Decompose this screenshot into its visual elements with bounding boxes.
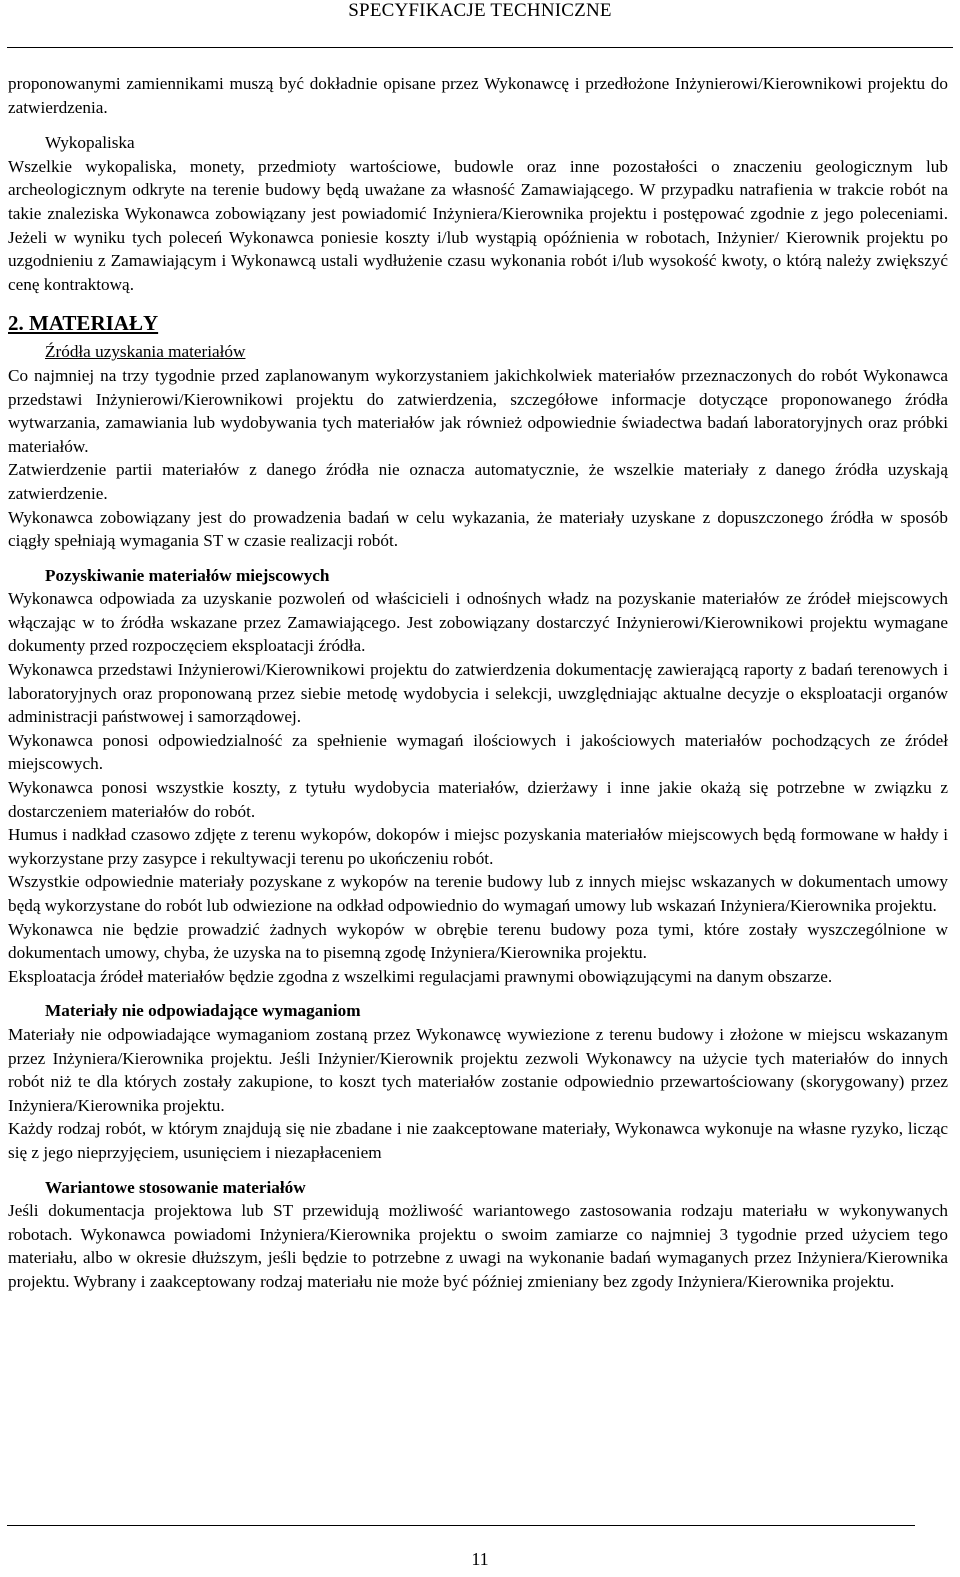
section-title-materialy: 2. MATERIAŁY bbox=[8, 311, 159, 336]
paragraph-intro: proponowanymi zamiennikami muszą być dokładnie opisane przez Wykonawcę i przedłożone Inżynierowi/Kierownikowi projektu do zatwierdzenia. bbox=[8, 74, 948, 117]
paragraph-pozyskiwanie-2: Wykonawca przedstawi Inżynierowi/Kierownikowi projektu do zatwierdzenia dokumentację zawierającą raporty z badań terenowych i laboratoryjnych oraz proponowaną przez siebie metodę wydobycia i selekcji, uwzględniając aktualne decyzje o eksploatacji organów administracji państwowej i samorządowej. bbox=[8, 660, 948, 727]
document-body bbox=[8, 72, 948, 1294]
paragraph-wariantowe-1: Jeśli dokumentacja projektowa lub ST przewidują możliwość wariantowego zastosowania rodzaju materiału w wykonywanych robotach. Wykonawca powiadomi Inżyniera/Kierownika projektu o swoim zamiarze co najmniej 3 tygodnie przed użyciem tego materiału, albo w okresie dłuższym, jeśli będzie to potrzebne z uwagi na wykonanie badań wymaganych przez Inżyniera/Kierownika projektu. Wybrany i zaakceptowany rodzaj materiału nie może być później zmieniany bez zgody Inżyniera/Kierownika projektu. bbox=[8, 1201, 948, 1291]
paragraph-zrodla-1: Co najmniej na trzy tygodnie przed zaplanowanym wykorzystaniem jakichkolwiek materiałów przeznaczonych do robót Wykonawca przedstawi Inżynierowi/Kierownikowi projektu do zatwierdzenia, szczegółowe informacje dotyczące proponowanego źródła wytwarzania, zamawiania lub wydobywania tych materiałów jak również odpowiednie świadectwa badań laboratoryjnych oraz próbki materiałów. bbox=[8, 365, 948, 456]
page-number: 11 bbox=[471, 1549, 489, 1569]
subheading-pozyskiwanie: Pozyskiwanie materiałów miejscowych bbox=[45, 565, 330, 585]
paragraph-pozyskiwanie-8: Eksploatacja źródeł materiałów będzie zgodna z wszelkimi regulacjami prawnymi obowiązującymi na danym obszarze. bbox=[8, 966, 833, 986]
paragraph-wykopaliska: Wszelkie wykopaliska, monety, przedmioty wartościowe, budowle oraz inne pozostałości o znaczeniu geologicznym lub archeologicznym odkryte na terenie budowy będą uważane za własność Zamawiającego. W przypadku natrafienia w trakcie robót na takie znaleziska Wykonawca zobowiązany jest powiadomić Inżyniera/Kierownika projektu i postępować zgodnie z jego poleceniami. Jeżeli w wyniku tych poleceń Wykonawca poniesie koszty i/lub wystąpią opóźnienia w robotach, Inżynier/ Kierownik projektu po uzgodnieniu z Zamawiającym i Wykonawcą ustali wydłużenie czasu wykonania robót i/lub wysokość kwoty, o którą należy zwiększyć cenę kontraktową. bbox=[8, 156, 948, 294]
paragraph-pozyskiwanie-1: Wykonawca odpowiada za uzyskanie pozwoleń od właścicieli i odnośnych władz na pozyskanie materiałów ze źródeł miejscowych włączając w to źródła wskazane przez Zamawiającego. Jest zobowiązany dostarczyć Inżynierowi/Kierownikowi projektu wymagane dokumenty przed rozpoczęciem eksploatacji źródła. bbox=[8, 589, 948, 656]
footer-rule bbox=[7, 1525, 915, 1526]
subheading-nieodpowiadajace: Materiały nie odpowiadające wymaganiom bbox=[45, 1001, 361, 1021]
subheading-zrodla-text: Źródła uzyskania materiałów bbox=[45, 342, 246, 362]
running-header: SPECYFIKACJE TECHNICZNE bbox=[348, 0, 612, 21]
paragraph-pozyskiwanie-6: Wszystkie odpowiednie materiały pozyskane z wykopów na terenie budowy lub z innych miejsc wskazanych w dokumentach umowy będą wykorzystane do robót lub odwiezione na odkład odpowiednio do wymagań umowy lub wskazań Inżyniera/Kierownika projektu. bbox=[8, 872, 948, 915]
header-rule bbox=[7, 47, 953, 48]
subheading-wariantowe: Wariantowe stosowanie materiałów bbox=[45, 1177, 306, 1197]
paragraph-nieodpowiadajace-2: Każdy rodzaj robót, w którym znajdują się nie zbadane i nie zaakceptowane materiały, Wykonawca wykonuje na własne ryzyko, licząc się z jego nieprzyjęciem, usunięciem i niezapłaceniem bbox=[8, 1119, 948, 1162]
paragraph-pozyskiwanie-5: Humus i nadkład czasowo zdjęte z terenu wykopów, dokopów i miejsc pozyskania materiałów miejscowych będą formowane w hałdy i wykorzystane przy zasypce i rekultywacji terenu po ukończeniu robót. bbox=[8, 825, 948, 868]
paragraph-nieodpowiadajace-1: Materiały nie odpowiadające wymaganiom zostaną przez Wykonawcę wywiezione z terenu budowy i złożone w miejscu wskazanym przez Inżyniera/Kierownika projektu. Jeśli Inżynier/Kierownik projektu zezwoli Wykonawcy na użycie tych materiałów do innych robót niż te dla których zostały zakupione, to koszt tych materiałów zostanie odpowiednio przewartościowany (skorygowany) przez Inżyniera/Kierownika projektu. bbox=[8, 1024, 948, 1115]
paragraph-zrodla-3: Wykonawca zobowiązany jest do prowadzenia badań w celu wykazania, że materiały uzyskane z dopuszczonego źródła w sposób ciągły spełniają wymagania ST w czasie realizacji robót. bbox=[8, 507, 948, 551]
subheading-zrodla bbox=[8, 340, 948, 364]
paragraph-pozyskiwanie-7: Wykonawca nie będzie prowadzić żadnych wykopów w obrębie terenu budowy poza tymi, które zostały wyszczególnione w dokumentach umowy, chyba, że uzyska na to pisemną zgodę Inżyniera/Kierownika projektu. bbox=[8, 919, 948, 963]
subheading-wykopaliska: Wykopaliska bbox=[45, 133, 135, 153]
paragraph-pozyskiwanie-3: Wykonawca ponosi odpowiedzialność za spełnienie wymagań ilościowych i jakościowych materiałów pochodzących ze źródeł miejscowych. bbox=[8, 730, 948, 774]
paragraph-zrodla-2: Zatwierdzenie partii materiałów z danego źródła nie oznacza automatycznie, że wszelkie materiały z danego źródła uzyskają zatwierdzenie. bbox=[8, 460, 948, 503]
paragraph-pozyskiwanie-4: Wykonawca ponosi wszystkie koszty, z tytułu wydobycia materiałów, dzierżawy i inne jakie okażą się potrzebne w związku z dostarczeniem materiałów do robót. bbox=[8, 778, 948, 821]
